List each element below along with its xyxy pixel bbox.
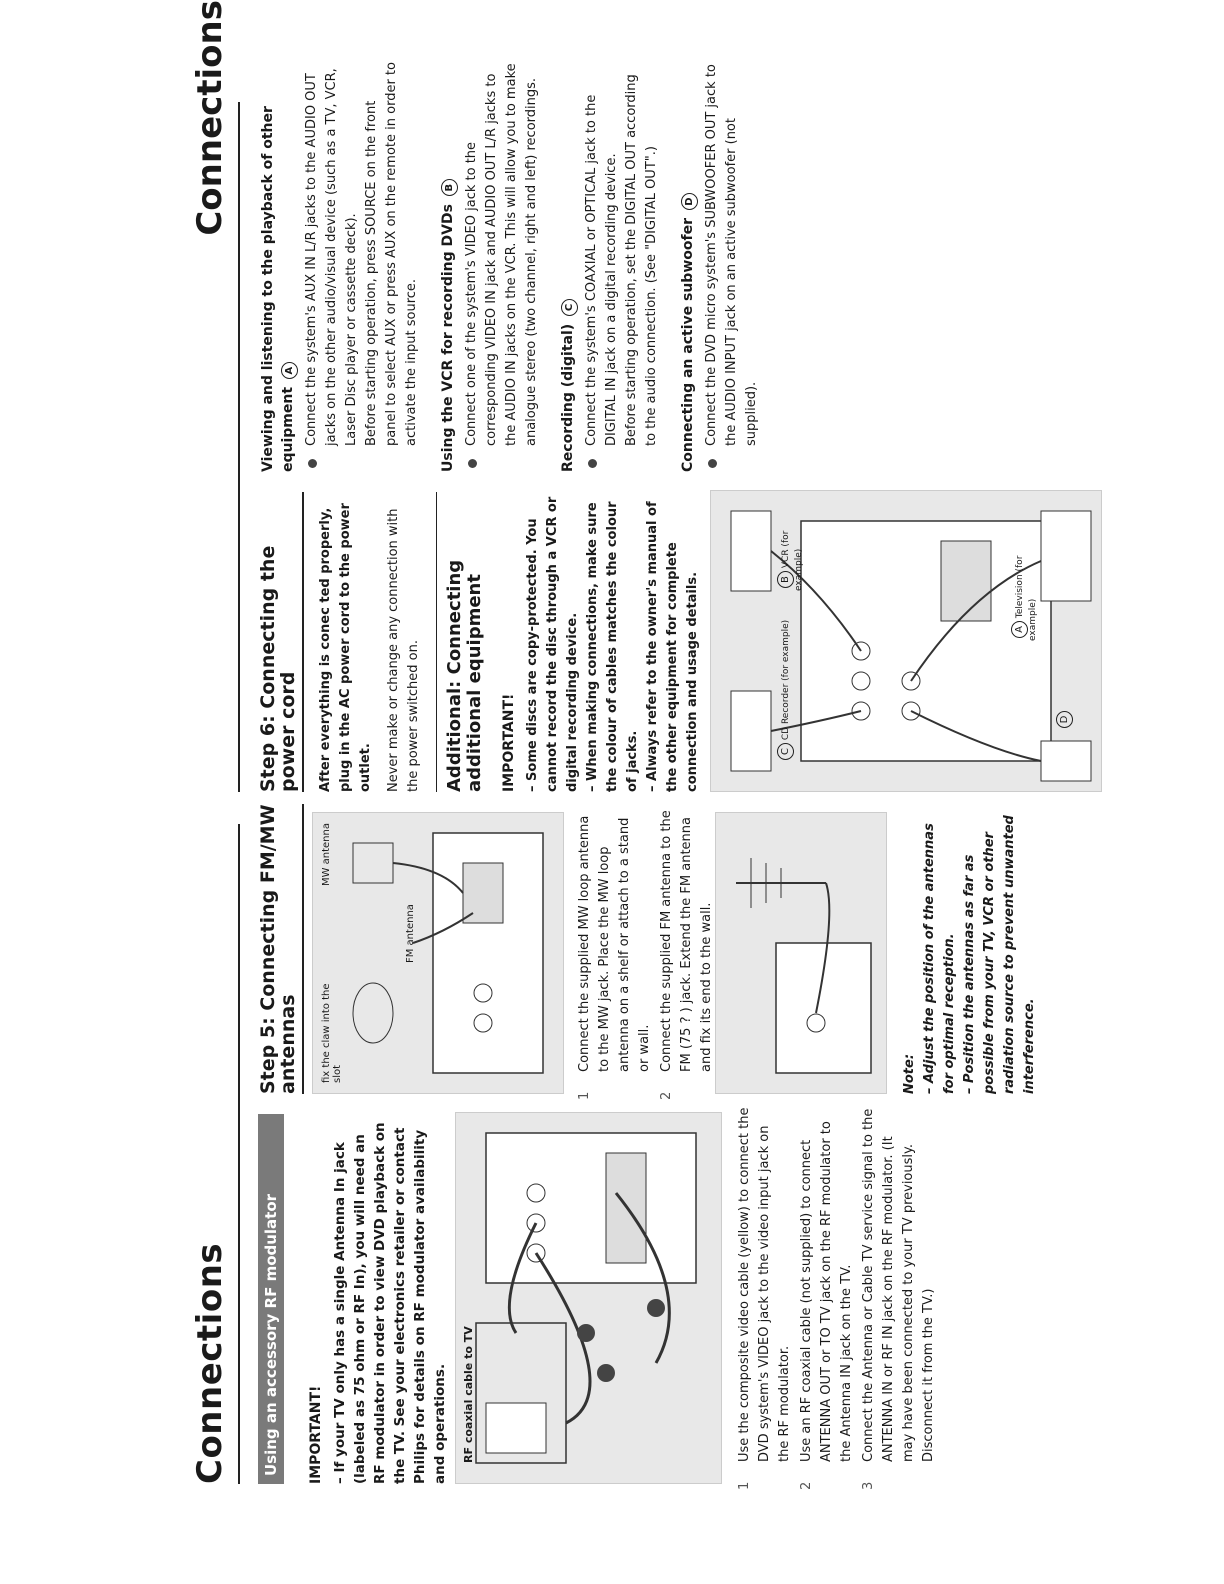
step-text: Connect the supplied MW loop antenna to the MW jack. Place the MW loop antenna on a shelf or attach to a stand or wall. bbox=[577, 815, 652, 1072]
step-text: Connect the supplied FM antenna to the FM (75 ? ) jack. Extend the FM antenna and fix its end to the wall. bbox=[659, 810, 714, 1072]
step5-title: Step 5: Connecting FM/MW antennas bbox=[258, 804, 304, 1094]
label-cd-recorder bbox=[777, 620, 794, 763]
label-television bbox=[1011, 531, 1038, 641]
equipment-instructions bbox=[258, 62, 778, 472]
note-item: – Position the antennas as far as possible from your TV, VCR or other radiation source to prevent unwanted interference. bbox=[962, 815, 1037, 1094]
marker: A bbox=[281, 362, 298, 379]
external-antenna-figure bbox=[715, 812, 887, 1094]
rf-modulator-section bbox=[258, 1114, 466, 1484]
note-label: Note: bbox=[902, 1053, 917, 1094]
header-rule bbox=[238, 102, 240, 792]
page-header: Connections bbox=[190, 0, 230, 236]
page-header: Connections bbox=[190, 1242, 230, 1484]
item-text: Before starting operation, set the DIGITAL OUT according to the audio connection. (See "DIGITAL OUT".) bbox=[624, 74, 659, 446]
subwoofer-title bbox=[678, 62, 698, 472]
title-text: Connecting an active subwoofer bbox=[680, 218, 696, 472]
step-number: 2 bbox=[659, 1091, 674, 1100]
item-text: Connect the system's COAXIAL or OPTICAL jack to the DIGITAL IN jack on a digital recording device. bbox=[584, 94, 619, 446]
list-item bbox=[582, 62, 662, 472]
bullet-icon bbox=[468, 459, 477, 468]
label-fm-antenna: FM antenna bbox=[405, 904, 416, 963]
antenna-diagram bbox=[313, 813, 563, 1093]
vcr-title bbox=[438, 62, 458, 472]
step-number: 1 bbox=[577, 1091, 592, 1100]
label-subwoofer bbox=[1056, 711, 1073, 731]
list-item bbox=[702, 62, 762, 472]
list-item bbox=[302, 62, 422, 472]
label-vcr bbox=[777, 491, 804, 591]
item-text: Connect the system's AUX IN L/R jacks to the AUDIO OUT jacks on the other audio/visual device (such as a TV, VCR, Laser Disc player or cassette deck). bbox=[304, 68, 359, 446]
left-page bbox=[0, 792, 1224, 1584]
figure-label-rf-cable: RF coaxial cable to TV bbox=[462, 1326, 475, 1463]
step-text: Connect the Antenna or Cable TV service signal to the ANTENNA IN or RF IN jack on the RF modulator. (It may have been connected to your TV previously. Disconnect it from the TV.) bbox=[861, 1108, 936, 1462]
step-number: 3 bbox=[861, 1481, 876, 1490]
bullet-icon bbox=[708, 459, 717, 468]
marker-c: C bbox=[777, 743, 794, 760]
step-number: 2 bbox=[799, 1481, 814, 1490]
fm-mw-figure bbox=[312, 812, 564, 1094]
item-text: Before starting operation, press SOURCE on the front panel to select AUX or press AUX on the remote in order to activate the input source. bbox=[364, 62, 419, 446]
step6-bold-text: After everything is conec ted properly, plug in the AC power cord to the power outlet. bbox=[318, 503, 373, 792]
list-item bbox=[462, 62, 542, 472]
header-rule bbox=[238, 824, 240, 1484]
bullet-icon bbox=[588, 459, 597, 468]
step-number: 1 bbox=[737, 1481, 752, 1490]
step6-section bbox=[258, 492, 703, 792]
label-mw-antenna: MW antenna bbox=[321, 823, 332, 887]
rf-modulator-figure bbox=[455, 1112, 722, 1484]
important-text: – If your TV only has a single Antenna In jack (labeled as 75 ohm or RF In), you will need an RF modulator in order to view DVD playback on the TV. See your electronics retailer or contact Philips for details on RF modulator availability and operations. bbox=[332, 1122, 448, 1484]
title-text: Viewing and listening to the playback of other equipment bbox=[260, 106, 296, 472]
rf-steps bbox=[735, 1104, 941, 1490]
item-text: Connect one of the system's VIDEO jack to the corresponding VIDEO IN jack and AUDIO OUT L/R jacks to the AUDIO IN jacks on the VCR. This will allow you to make analogue stereo (two channel, right and left) recordings. bbox=[464, 63, 539, 446]
list-item bbox=[657, 804, 717, 1100]
important-item: – Some discs are copy-protected. You cannot record the disc through a VCR or digital recording device. bbox=[525, 496, 580, 792]
list-item bbox=[859, 1104, 939, 1490]
additional-equipment-diagram bbox=[711, 491, 1101, 791]
list-item bbox=[735, 1104, 795, 1490]
item-text: Connect the DVD micro system's SUBWOOFER OUT jack to the AUDIO INPUT jack on an active subwoofer (not supplied). bbox=[704, 64, 759, 446]
section-bar-title: Using an accessory RF modulator bbox=[258, 1114, 284, 1484]
step6-text: Never make or change any connection with the power switched on. bbox=[386, 508, 421, 792]
digital-title bbox=[558, 62, 578, 472]
important-label: IMPORTANT! bbox=[501, 693, 517, 792]
title-text: Recording (digital) bbox=[560, 323, 576, 472]
marker-d: D bbox=[1056, 711, 1073, 728]
step5-section bbox=[258, 804, 310, 1094]
label-text: VCR (for example) bbox=[781, 530, 804, 591]
marker-b: B bbox=[777, 571, 794, 588]
label-text: Television (for example) bbox=[1015, 555, 1038, 641]
title-text: Using the VCR for recording DVDs bbox=[440, 204, 456, 472]
note-item: – Adjust the position of the antennas for optimal reception. bbox=[922, 823, 957, 1094]
important-label: IMPORTANT! bbox=[308, 1385, 324, 1484]
important-item: – When making connections, make sure the colour of cables matches the colour of jacks. bbox=[585, 501, 640, 792]
step-text: Use the composite video cable (yellow) to connect the DVD system's VIDEO jack to the video input jack on the RF modulator. bbox=[737, 1107, 792, 1462]
step5-notes bbox=[900, 804, 1040, 1094]
rf-connection-diagram bbox=[456, 1113, 721, 1483]
marker: D bbox=[681, 193, 698, 210]
step6-title: Step 6: Connecting the power cord bbox=[258, 492, 304, 792]
list-item bbox=[797, 1104, 857, 1490]
bullet-icon bbox=[308, 459, 317, 468]
label-text: CD Recorder (for example) bbox=[781, 619, 791, 741]
marker: C bbox=[561, 299, 578, 316]
viewing-title bbox=[258, 62, 298, 472]
step-text: Use an RF coaxial cable (not supplied) to connect ANTENNA OUT or TO TV jack on the RF modulator to the Antenna IN jack on the TV. bbox=[799, 1121, 854, 1462]
marker-a: A bbox=[1011, 621, 1028, 638]
important-item: – Always refer to the owner's manual of the other equipment for complete connection and usage details. bbox=[645, 501, 700, 792]
marker: B bbox=[441, 179, 458, 196]
label-claw: fix the claw into the slot bbox=[321, 983, 343, 1083]
additional-title: Additional: Connecting additional equipment bbox=[436, 492, 485, 792]
external-antenna-diagram bbox=[716, 813, 886, 1093]
list-item bbox=[575, 804, 655, 1100]
additional-equipment-figure bbox=[710, 490, 1102, 792]
